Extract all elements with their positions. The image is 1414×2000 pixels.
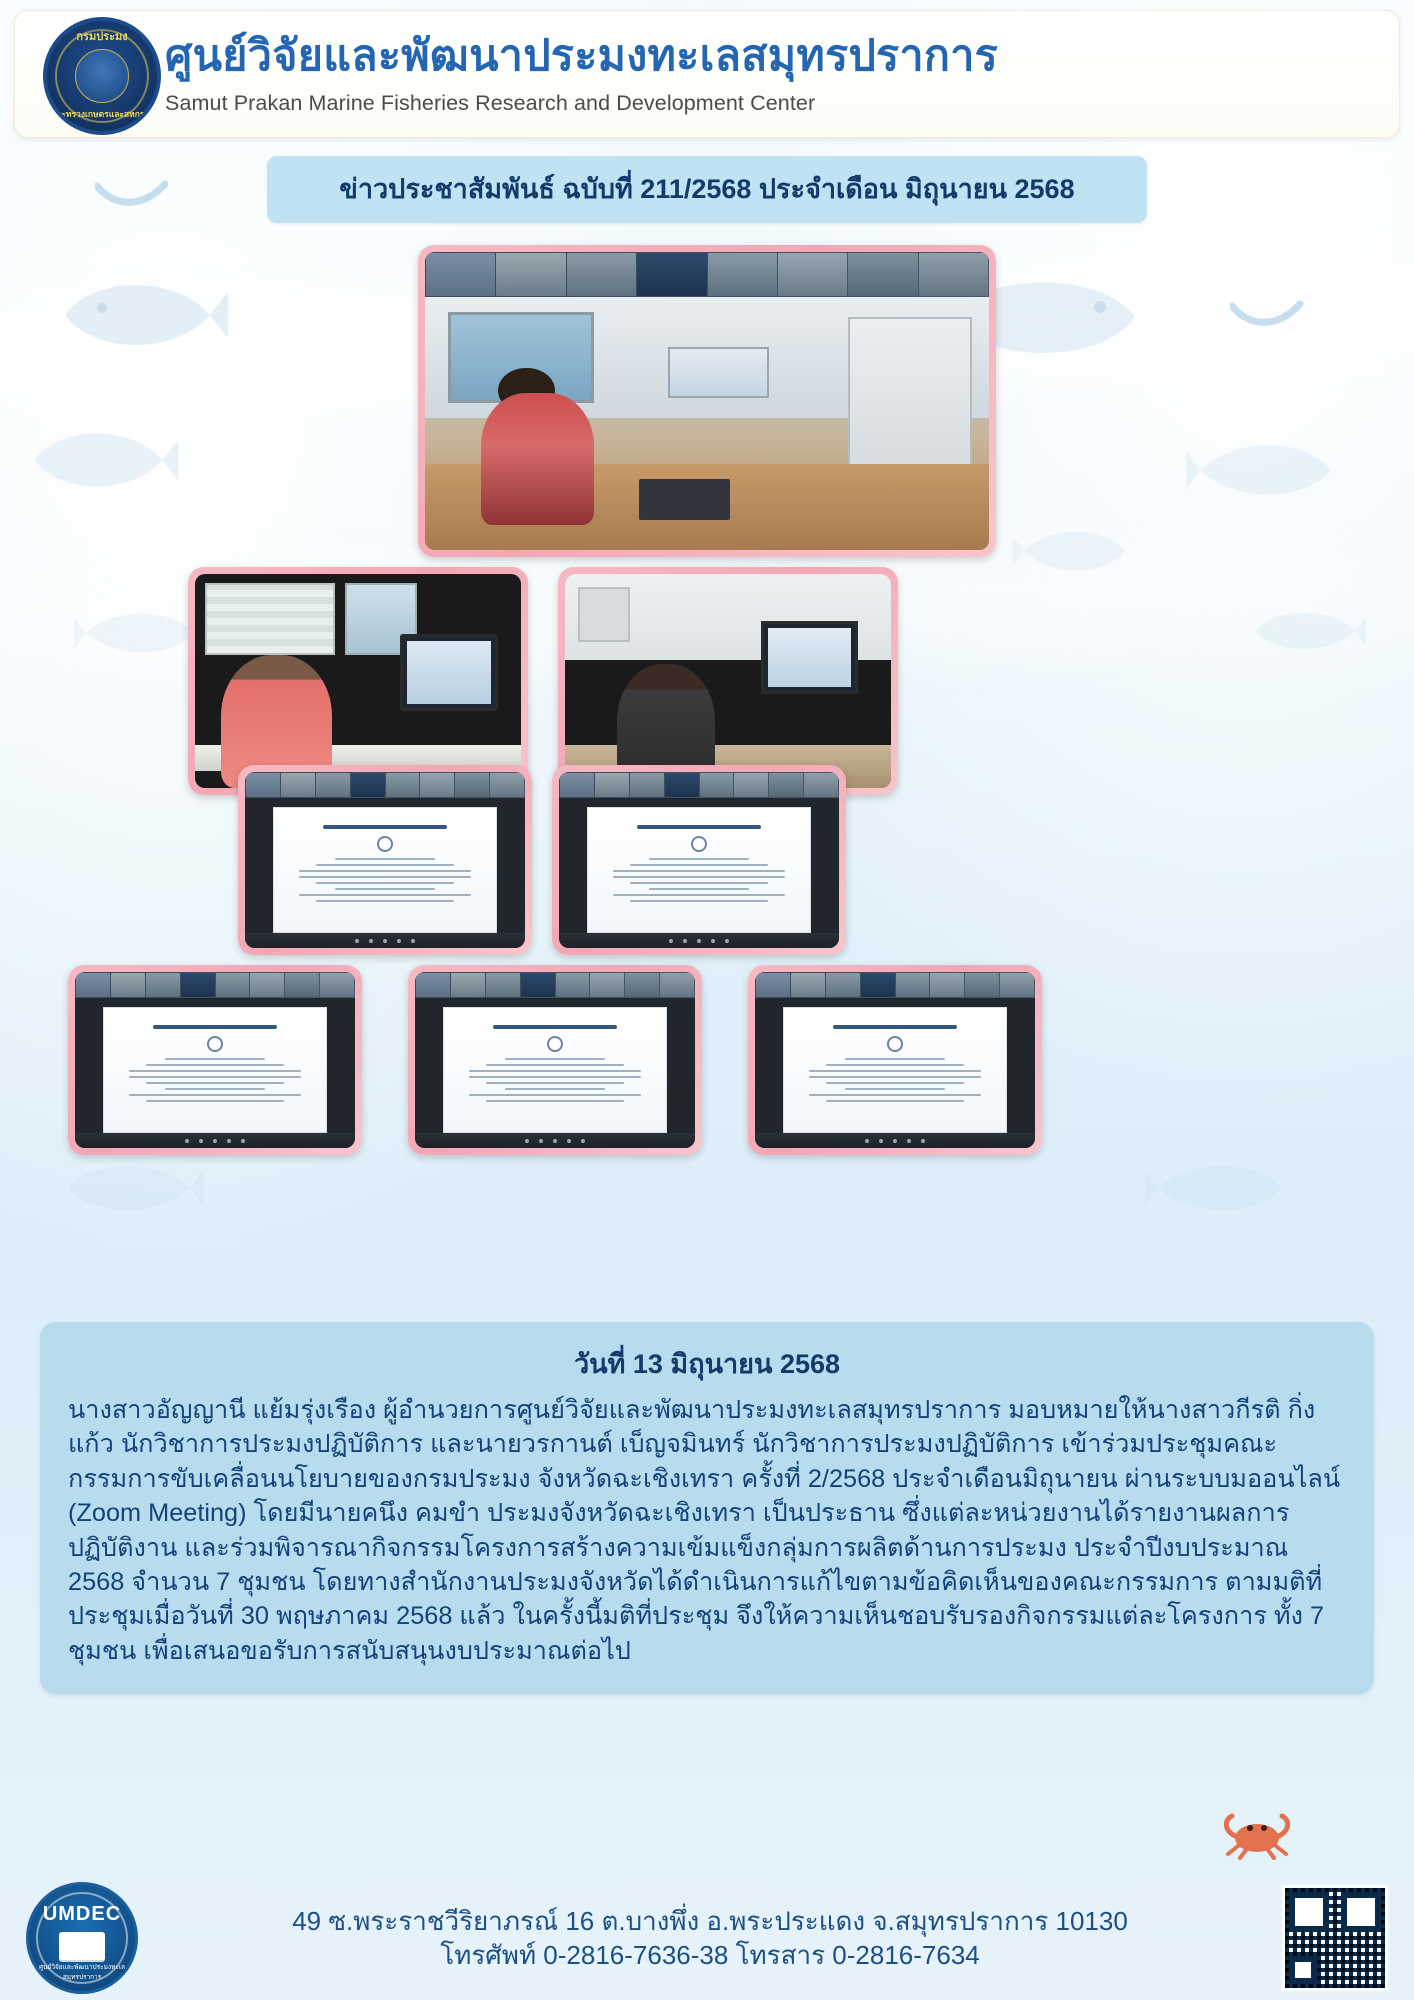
bird-decoration-icon xyxy=(95,180,185,214)
emblem-top-label: กรมประมง xyxy=(76,31,128,43)
contact-address xyxy=(138,1904,1282,1973)
photo-officer-female-desk[interactable] xyxy=(188,567,528,795)
emblem-bottom-label: กระทรวงเกษตรและสหกรณ์ xyxy=(51,109,153,120)
address-line-1: 49 ซ.พระราชวีริยาภรณ์ 16 ต.บางพึ่ง อ.พระประแดง จ.สมุทรปราการ 10130 xyxy=(292,1905,1128,1936)
address-line-2: โทรศัพท์ 0-2816-7636-38 โทรสาร 0-2816-7634 xyxy=(440,1940,980,1970)
article-date: วันที่ 13 มิถุนายน 2568 xyxy=(573,1349,841,1379)
bird-decoration-icon xyxy=(1230,300,1320,334)
fish-decoration-icon xyxy=(30,420,180,500)
crab-decoration-icon xyxy=(1220,1808,1294,1860)
photo-slide-4[interactable] xyxy=(408,965,702,1155)
page-title-en: Samut Prakan Marine Fisheries Research and Development Center xyxy=(165,90,816,115)
photo-slide-1[interactable] xyxy=(238,765,532,955)
umdec-logo-subtext: ศูนย์วิจัยและพัฒนาประมงทะเลสมุทรปราการ xyxy=(38,1964,126,1981)
fish-decoration-icon xyxy=(1180,430,1340,510)
page-title-th: ศูนย์วิจัยและพัฒนาประมงทะเลสมุทรปราการ xyxy=(165,32,999,81)
fish-decoration-icon xyxy=(70,600,200,666)
photo-slide-5[interactable] xyxy=(748,965,1042,1155)
photo-slide-3[interactable] xyxy=(68,965,362,1155)
photo-meeting-room[interactable] xyxy=(418,245,996,557)
poster-header xyxy=(14,10,1400,138)
fish-decoration-icon xyxy=(60,270,230,360)
qr-code[interactable] xyxy=(1282,1885,1388,1991)
umdec-logo-text: UMDEC xyxy=(42,1903,122,1925)
umdec-logo-icon xyxy=(26,1882,138,1994)
zoom-participant-strip xyxy=(425,252,989,297)
meeting-room-image xyxy=(425,297,989,550)
fish-decoration-icon xyxy=(1010,520,1130,582)
photo-officer-male-desk[interactable] xyxy=(558,567,898,795)
issue-banner: ข่าวประชาสัมพันธ์ ฉบับที่ 211/2568 ประจำเดือน มิถุนายน 2568 xyxy=(267,156,1147,223)
photo-slide-2[interactable] xyxy=(552,765,846,955)
fish-decoration-icon xyxy=(1140,1150,1290,1226)
header-titles xyxy=(165,32,998,115)
department-of-fisheries-emblem-icon xyxy=(43,17,161,135)
fish-decoration-icon xyxy=(1250,600,1370,662)
article-panel xyxy=(40,1322,1374,1694)
poster-footer xyxy=(0,1876,1414,2000)
fish-decoration-icon xyxy=(60,1150,210,1226)
article-body: นางสาวอัญญานี แย้มรุ่งเรือง ผู้อำนวยการศูนย์วิจัยและพัฒนาประมงทะเลสมุทรปราการ มอบหมายให้นางสาวกีรติ กิ่งแก้ว นักวิชาการประมงปฏิบัติการ และนายวรกานต์ เบ็ญจมินทร์ นักวิชาการประมงปฏิบัติการ เข้าร่วมประชุมคณะกรรมการขับเคลื่อนนโยบายของกรมประมง จังหวัดฉะเชิงเทรา ครั้งที่ 2/2568 ประจำเดือนมิถุนายน ผ่านระบบมออนไลน์ (Zoom Meeting) โดยมีนายคนึง คมขำ ประมงจังหวัดฉะเชิงเทรา เป็นประธาน ซึ่งแต่ละหน่วยงานได้รายงานผลการปฏิบัติงาน และร่วมพิจารณากิจกรรมโครงการสร้างความเข้มแข็งกลุ่มการผลิตด้านการประมง ประจำปีงบประมาณ 2568 จำนวน 7 ชุมชน โดยทางสำนักงานประมงจังหวัดได้ดำเนินการแก้ไขตามข้อคิดเห็นของคณะกรรมการ ตามมติที่ประชุมเมื่อวันที่ 30 พฤษภาคม 2568 แล้ว ในครั้งนี้มติที่ประชุม จึงให้ความเห็นชอบรับรองกิจกรรมแต่ละโครงการ ทั้ง 7 ชุมชน เพื่อเสนอขอรับการสนับสนุนงบประมาณต่อไป xyxy=(68,1396,1341,1665)
